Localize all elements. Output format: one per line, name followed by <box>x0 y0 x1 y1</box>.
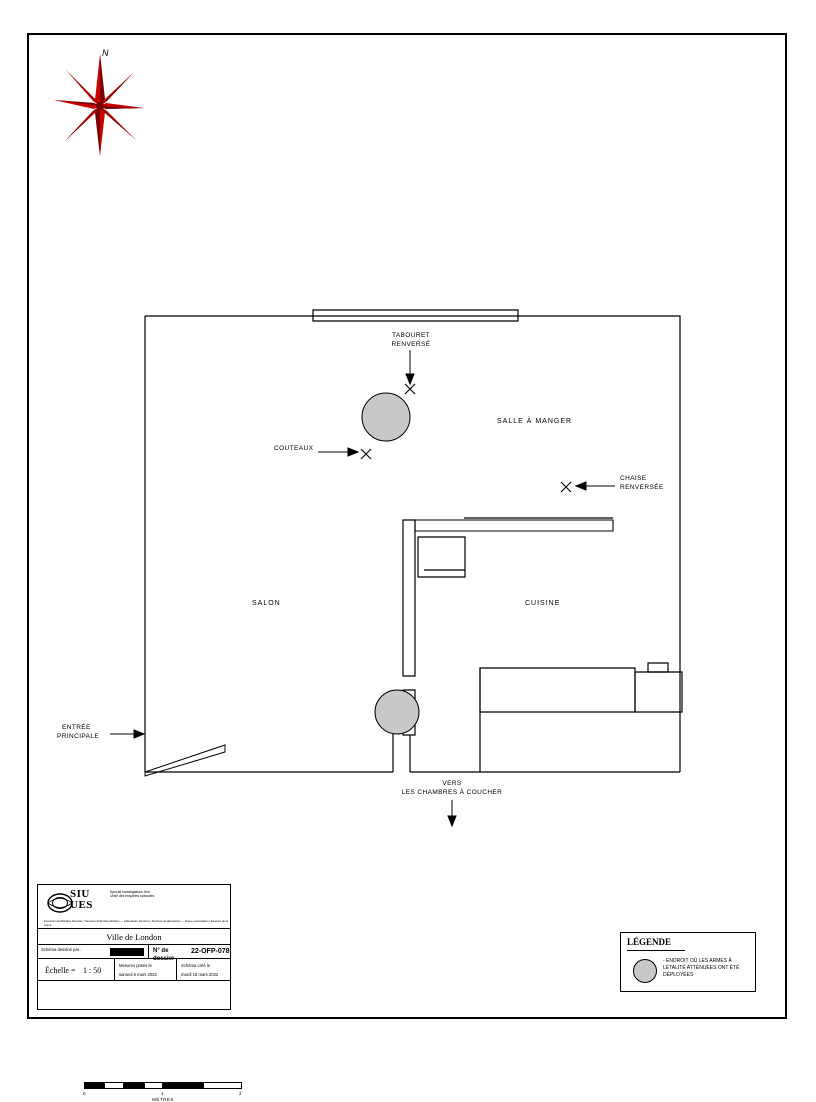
case-number: 22-OFP-078 <box>191 948 230 955</box>
logo-acronyms <box>70 889 93 911</box>
scheme-author-label: Schéma dessiné par : <box>41 947 82 952</box>
measured-label: Mesures prises le <box>119 963 152 968</box>
scale-divider-2 <box>176 959 177 981</box>
annotation-couteaux: COUTEAUX <box>274 445 314 452</box>
scale-bar-seg-3 <box>124 1082 144 1089</box>
scale-bar-seg-6 <box>203 1082 242 1089</box>
legend-title: LÉGENDE <box>627 937 672 947</box>
scale-bar-seg-5 <box>163 1082 203 1089</box>
room-label-salle-a-manger: SALLE À MANGER <box>497 418 573 425</box>
legend-item-text: - ENDROIT OÙ LES ARMES À LÉTALITÉ ATTÉNUÉES ONT ÉTÉ DÉPLOYÉES <box>663 958 740 978</box>
annotation-tabouret-line1: TABOURET <box>391 332 431 339</box>
measured-value: samedi 5 mars 2022 <box>119 972 157 977</box>
case-label: N° de dossier <box>153 948 175 962</box>
title-block-scalebar-row <box>38 981 242 1102</box>
scale-tick-1: 1 <box>161 1091 164 1096</box>
compass-rose-icon <box>52 48 148 158</box>
city-name: Ville de London <box>106 932 162 942</box>
annotation-tabouret-line2: RENVERSÉ <box>391 341 431 348</box>
scale-bar-caption: MÈTRES <box>152 1097 174 1102</box>
legend-swatch-circle-icon <box>633 959 657 983</box>
annotation-chaise-line1: CHAISE <box>620 475 647 482</box>
logo-acronym-ues: UES <box>70 899 93 911</box>
logo-name-fr: Unité des enquêtes spéciales <box>110 894 155 899</box>
title-block-case-row <box>38 945 230 962</box>
room-label-cuisine: CUISINE <box>525 600 561 607</box>
case-divider <box>148 945 149 959</box>
logo-name-en: Special Investigations Unit <box>110 890 150 894</box>
logo-acronym-siu: SIU <box>70 888 90 900</box>
drawing-border <box>27 33 787 1019</box>
scale-bar-seg-1 <box>84 1082 104 1089</box>
annotation-chaise-line2: RENVERSÉE <box>620 484 664 491</box>
title-block-city-row <box>38 929 230 945</box>
scale-bar-seg-4 <box>144 1082 163 1089</box>
scale-label: Échelle = <box>45 966 76 975</box>
scale-value: 1 : 50 <box>83 966 102 975</box>
scheme-author-redaction <box>110 948 144 956</box>
logo-agency-names <box>110 890 218 899</box>
room-label-salon: SALON <box>252 600 281 607</box>
annotation-entree-line2: PRINCIPALE <box>57 733 100 740</box>
drawn-label: Schéma créé le <box>181 963 211 968</box>
title-block-logo-row <box>38 885 230 929</box>
scale-tick-2: 2 <box>239 1091 242 1096</box>
scale-divider-1 <box>114 959 115 981</box>
scale-tick-0: 0 <box>83 1091 86 1096</box>
scale-bar-seg-2 <box>104 1082 124 1089</box>
annotation-chambres-line2: LES CHAMBRES À COUCHER <box>401 789 503 796</box>
drawn-value: mardi 15 mars 2022 <box>181 972 219 977</box>
scale-bar <box>83 1082 242 1102</box>
legend-title-underline <box>627 950 685 951</box>
logo-footer-text: Forensic Identification Services / Services d'identité judiciaire — Laboratoire Services / Services de laboratoire — Scene examination / Examen de la scène <box>44 919 228 927</box>
title-block <box>37 884 242 1102</box>
annotation-chambres-line1: VERS <box>442 780 462 787</box>
annotation-entree-line1: ENTRÉE <box>62 724 91 731</box>
legend-box <box>620 932 756 992</box>
compass-north-label: N <box>102 48 109 58</box>
title-block-scale-row <box>38 959 230 981</box>
